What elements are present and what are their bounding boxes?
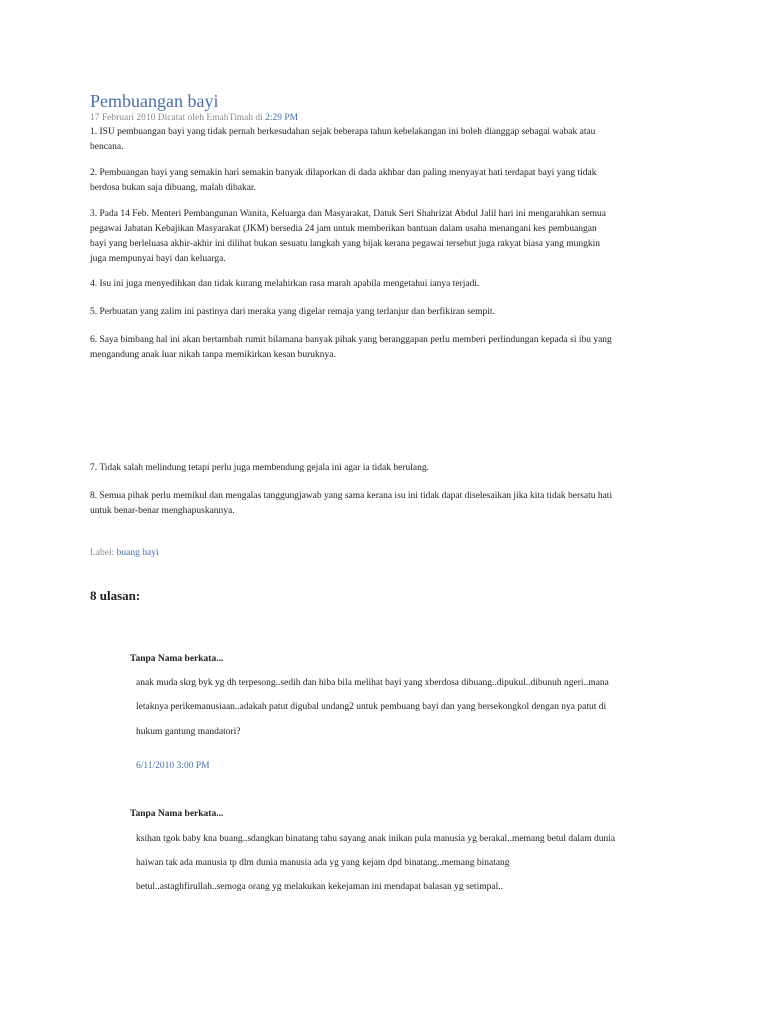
paragraph-line: bayi yang berleluasa akhir-akhir ini dilihat bukan sesuatu langkah yang bijak kerana pegawai tersebut juga rakyat biasa yang mungkin — [90, 239, 601, 249]
label-link-buang-bayi[interactable]: buang bayi — [116, 548, 159, 558]
post-title[interactable]: Pembuangan bayi — [90, 91, 219, 111]
paragraph-line: untuk benar-benar menghapuskannya. — [90, 506, 235, 516]
paragraph-1 — [90, 125, 690, 155]
comment-body-line: anak muda skrg byk yg dh terpesong..sedih dan hiba bila melihat bayi yang xberdosa dibuang..dipukul..dibunuh ngeri..mana — [136, 678, 609, 688]
post-labels — [90, 547, 159, 560]
paragraph-7 — [90, 461, 690, 476]
paragraph-line: 4. Isu ini juga menyedihkan dan tidak kurang melahirkan rasa marah apabila mengetahui ianya terjadi. — [90, 279, 480, 289]
paragraph-line: 5. Perbuatan yang zalim ini pastinya dari meraka yang digelar remaja yang terlanjur dan berfikiran sempit. — [90, 307, 495, 317]
paragraph-2 — [90, 166, 690, 196]
paragraph-line: 7. Tidak salah melindung tetapi perlu juga membendung gejala ini agar ia tidak berulang. — [90, 463, 430, 473]
post-meta — [90, 112, 298, 125]
paragraph-line: 2. Pembuangan bayi yang semakin hari semakin banyak dilaporkan di dada akhbar dan paling menyayat hati terdapat bayi yang tidak — [90, 168, 597, 178]
paragraph-line: mengandung anak luar nikah tanpa memikirkan kesan buruknya. — [90, 350, 336, 360]
paragraph-line: berdosa bukan saja dibuang, malah dibakar. — [90, 183, 256, 193]
paragraph-line: 3. Pada 14 Feb. Menteri Pembangunan Wanita, Keluarga dan Masyarakat, Datuk Seri Shahrizat Abdul Jalil hari ini mengarahkan semua — [90, 209, 606, 219]
paragraph-8 — [90, 489, 700, 519]
paragraph-line: 6. Saya bimbang hal ini akan bertambah rumit bilamana banyak pihak yang beranggapan perlu memberi perlindungan kepada si ibu yang — [90, 335, 612, 345]
comment-body-line: ksihan tgok baby kna buang..sdangkan binatang tahu sayang anak inikan pula manusia yg berakal..memang betul dalam dunia — [136, 834, 616, 844]
paragraph-3 — [90, 207, 700, 267]
comment-author: Tanpa Nama berkata... — [130, 654, 224, 664]
paragraph-5 — [90, 305, 690, 320]
paragraph-line: pegawai Jabatan Kebajikan Masyarakat (JKM) bersedia 24 jam untuk memberikan bantuan dalam usaha menangani kes pembuangan — [90, 224, 597, 234]
paragraph-line: 1. ISU pembuangan bayi yang tidak pernah berkesudahan sejak beberapa tahun kebelakangan ini boleh dianggap sebagai wabak atau — [90, 127, 596, 137]
paragraph-line: 8. Semua pihak perlu memikul dan mengalas tanggungjawab yang sama kerana isu ini tidak dapat diselesaikan jika kita tidak bersatu hati — [90, 491, 613, 501]
comment-body-line: betul..astaghfirullah..semoga orang yg melakukan kekejaman ini mendapat balasan yg setimpal.. — [136, 882, 503, 892]
comment-body-line: hukum gantung mandatori? — [136, 727, 241, 737]
post-time-link[interactable]: 2:29 PM — [265, 113, 299, 123]
label-prefix: Label: — [90, 548, 117, 558]
paragraph-4 — [90, 277, 690, 292]
comment-body-line: letaknya perikemanusiaan..adakah patut digubal undang2 untuk pembuang bayi dan yang bersekongkol dengan nya patut di — [136, 702, 607, 712]
comment-author: Tanpa Nama berkata... — [130, 809, 224, 819]
comment-body-line: haiwan tak ada manusia tp dlm dunia manusia ada yg yang kejam dpd binatang..memang binatang — [136, 858, 510, 868]
paragraph-line: bencana. — [90, 142, 124, 152]
paragraph-line: juga mempunyai bayi dan keluarga. — [90, 254, 226, 264]
post-meta-text: 17 Februari 2010 Dicatat oleh EmahTimah di — [90, 113, 266, 123]
comment-timestamp-link[interactable]: 6/11/2010 3:00 PM — [136, 761, 210, 771]
comments-heading: 8 ulasan: — [90, 588, 141, 603]
paragraph-6 — [90, 333, 690, 363]
